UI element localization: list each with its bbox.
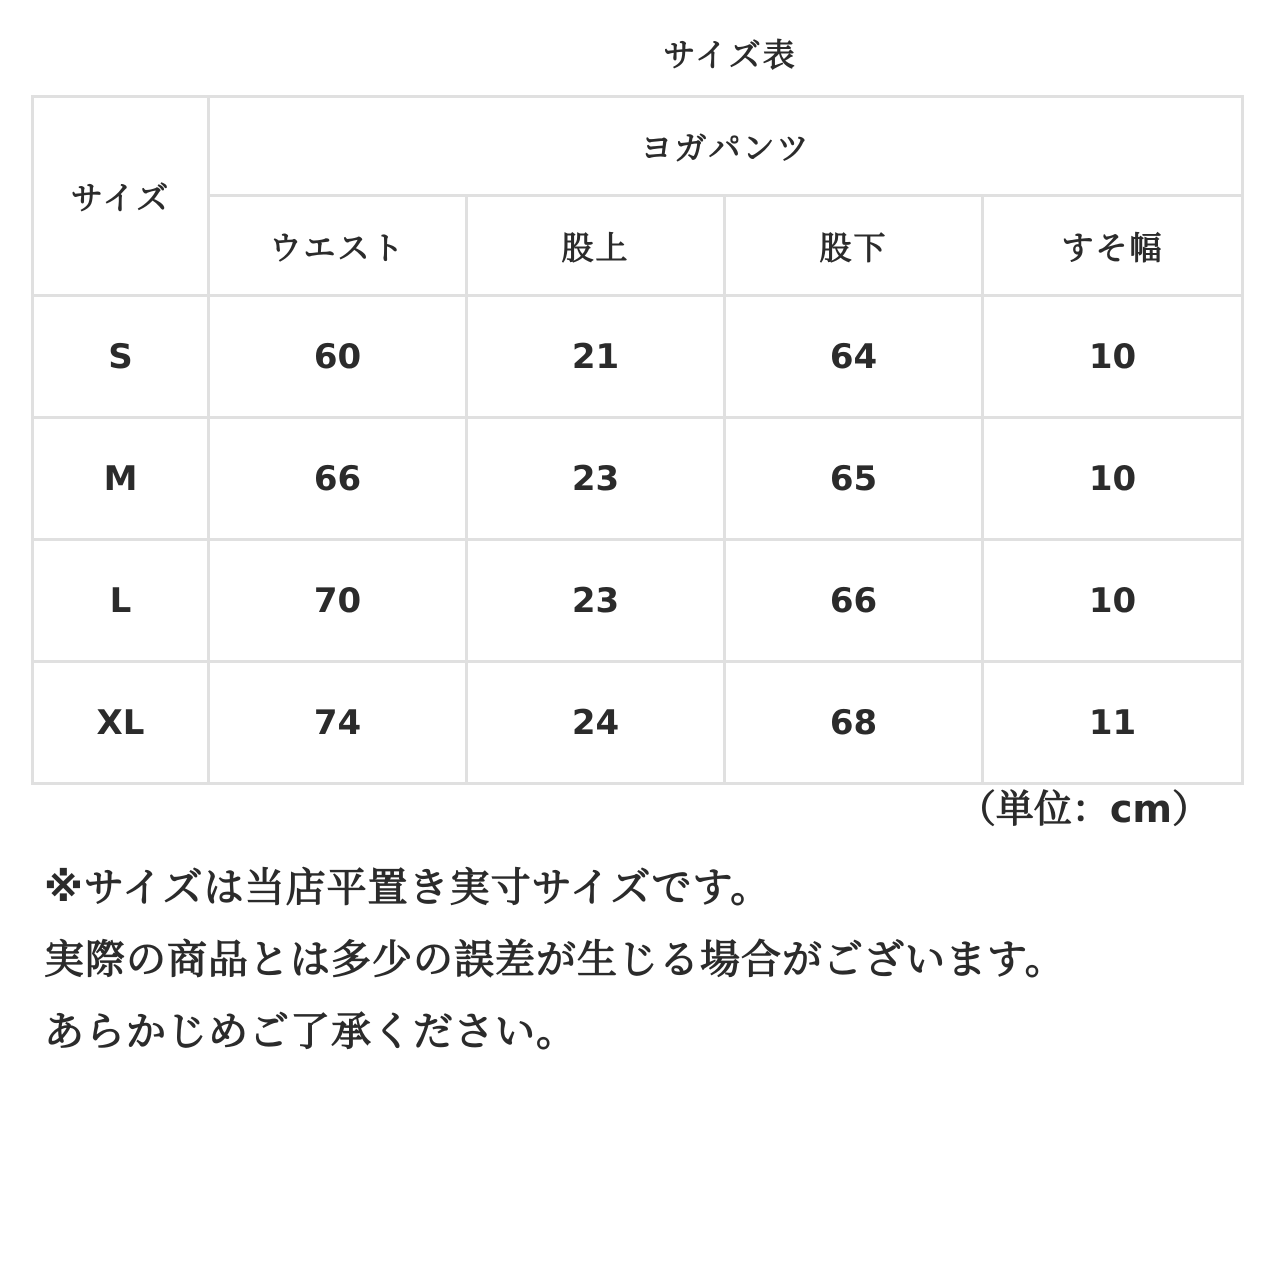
- column-header-inseam: 股下: [725, 196, 983, 296]
- inseam-cell: 64: [725, 296, 983, 418]
- table-row: [33, 540, 1243, 662]
- table-row: [33, 296, 1243, 418]
- table-row: [33, 662, 1243, 784]
- hem-width-cell: 10: [983, 296, 1243, 418]
- inseam-cell: 65: [725, 418, 983, 540]
- waist-cell: 66: [209, 418, 467, 540]
- unit-note: （単位：cm）: [957, 787, 1210, 831]
- note-line: 実際の商品とは多少の誤差が生じる場合がございます。: [44, 937, 1066, 983]
- rise-cell: 24: [467, 662, 725, 784]
- inseam-cell: 68: [725, 662, 983, 784]
- page-title: サイズ表: [663, 36, 797, 74]
- waist-cell: 70: [209, 540, 467, 662]
- size-label: XL: [33, 662, 209, 784]
- table-subheader-row: [33, 196, 1243, 296]
- rise-cell: 23: [467, 418, 725, 540]
- size-table: [31, 95, 1244, 785]
- size-column-header: サイズ: [33, 97, 209, 296]
- size-label: S: [33, 296, 209, 418]
- waist-cell: 74: [209, 662, 467, 784]
- hem-width-cell: 11: [983, 662, 1243, 784]
- product-group-header: ヨガパンツ: [209, 97, 1243, 196]
- note-line: ※サイズは当店平置き実寸サイズです。: [44, 865, 772, 911]
- column-header-rise: 股上: [467, 196, 725, 296]
- size-label: M: [33, 418, 209, 540]
- waist-cell: 60: [209, 296, 467, 418]
- note-line: あらかじめご了承ください。: [44, 1009, 577, 1055]
- column-header-waist: ウエスト: [209, 196, 467, 296]
- inseam-cell: 66: [725, 540, 983, 662]
- size-label: L: [33, 540, 209, 662]
- hem-width-cell: 10: [983, 418, 1243, 540]
- column-header-hem-width: すそ幅: [983, 196, 1243, 296]
- rise-cell: 21: [467, 296, 725, 418]
- table-header-row: [33, 97, 1243, 196]
- table-row: [33, 418, 1243, 540]
- rise-cell: 23: [467, 540, 725, 662]
- notes-block: [44, 852, 1244, 1068]
- hem-width-cell: 10: [983, 540, 1243, 662]
